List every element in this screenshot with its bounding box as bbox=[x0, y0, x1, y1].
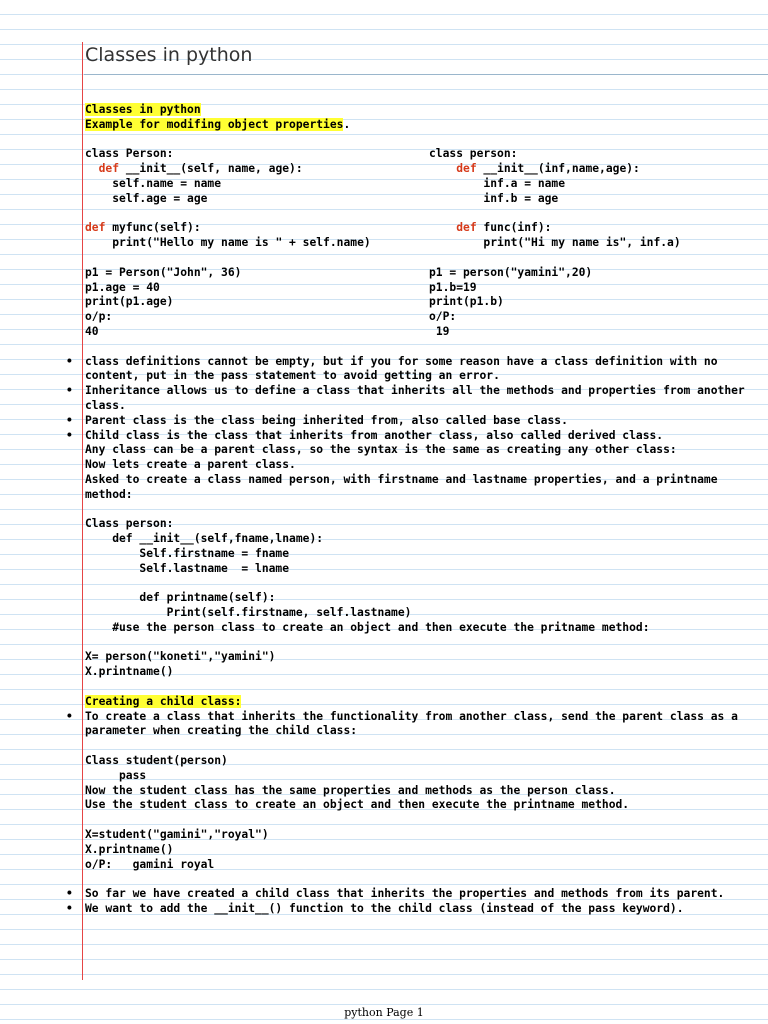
paragraph: Asked to create a class named person, with firstname and lastname properties, and a printname method: bbox=[85, 472, 718, 501]
bullet-item: • class definitions cannot be empty, but if you for some reason have a class definition with no content, put in the pass statement to avoid getting an error. bbox=[85, 355, 761, 385]
bullet-item: • Parent class is the class being inherited from, also called base class. bbox=[85, 414, 761, 429]
bullet-item: • So far we have created a child class that inherits the properties and methods from its parent. bbox=[85, 887, 761, 902]
heading-example: Example for modifing object properties bbox=[85, 117, 344, 131]
title-divider bbox=[84, 74, 768, 75]
right-code-block: class person: def __init__(inf,name,age): inf.a = name inf.b = age def func(inf): print("Hi my name is", inf.a) p1 = person("yamini",20) p1.b=19 print(p1.b) o/P: 19 bbox=[429, 147, 681, 338]
bullet-item: • Child class is the class that inherits from another class, also called derived class. bbox=[85, 429, 761, 444]
bullet-item: • We want to add the __init__() function to the child class (instead of the pass keyword). bbox=[85, 902, 761, 917]
page-title: Classes in python bbox=[85, 44, 253, 66]
parent-class-code: Class person: def __init__(self,fname,lname): Self.firstname = fname Self.lastname = lname def printname(self): Print(self.firstname, self.lastname) #use the person class to create an object and then execute the pritname method: X= person("koneti","yamini") X.printname() bbox=[85, 517, 650, 679]
bullet-item: • To create a class that inherits the functionality from another class, send the parent class as a parameter when creating the child class: bbox=[85, 710, 761, 740]
child-class-code: Class student(person) pass Now the student class has the same properties and methods as the person class. Use the student class to create an object and then execute the printname method. X=student("gamini","royal") X.printname() o/P: gamini royal bbox=[85, 754, 630, 871]
heading-child-class: Creating a child class: bbox=[85, 694, 242, 708]
code-comparison bbox=[85, 147, 761, 339]
bullet-item: • Inheritance allows us to define a class that inherits all the methods and properties from another class. bbox=[85, 384, 761, 414]
heading-classes: Classes in python bbox=[85, 103, 201, 116]
margin-line bbox=[82, 42, 83, 980]
left-code-block: class Person: def __init__(self, name, age): self.name = name self.age = age def myfunc(self): print("Hello my name is " + self.name) p1 = Person("John", 36) p1.age = 40 print(p1.age) o/p: 40 bbox=[85, 147, 371, 338]
paragraph: Now lets create a parent class. bbox=[85, 458, 296, 472]
page-footer: python Page 1 bbox=[344, 1006, 424, 1019]
paragraph: Any class can be a parent class, so the syntax is the same as creating any other class: bbox=[85, 443, 677, 457]
note-body: Classes in python Example for modifing object properties. class Person: def __init__(self, name, age): self.name = name self.age = age def myfunc(self): print("Hello my name is " + self.name) p1 = Person("John", 36) p1.age = 40 print(p1.age) o/p: 40 class person: def __init__(inf,name,age): inf.a = name inf.b = age def func(inf): print("Hi my name is", inf.a) p1 = person("yamini",20) p1.b=19 print(p1.b) o/P: 19 • class definitions cannot be empty, but if you for some reason have a class definition with no content, put in the pass statement to avoid getting an error. • Inheritance allows us to define a class that inherits all the methods and properties from another class. • Parent class is the class being inherited from, also called base class. • Child class is the class that inherits from another class, also called derived class. Any class can be a parent class, so the syntax is the same as creating any other class: Now lets create a parent class. Asked to create a class named person, with firstname and lastname properties, and a printname method: Class person: def __init__(self,fname,lname): Self.firstname = fname Self.lastname = lname def printname(self): Print(self.firstname, self.lastname) #use the person class to create an object and then execute the pritname method: X= person("koneti","yamini") X.printname() Creating a child class: • To create a class that inherits the functionality from another class, send the parent class as a parameter when creating the child class: Class student(person) pass Now the student class has the same properties and methods as the person class. Use the student class to create an object and then execute the printname method. X=student("gamini","royal") X.printname() o/P: gamini royal • So far we have created a child class that inherits the properties and methods from its parent. • We want to add the __init__() function to the child class (instead of the pass keyword). bbox=[85, 103, 761, 917]
